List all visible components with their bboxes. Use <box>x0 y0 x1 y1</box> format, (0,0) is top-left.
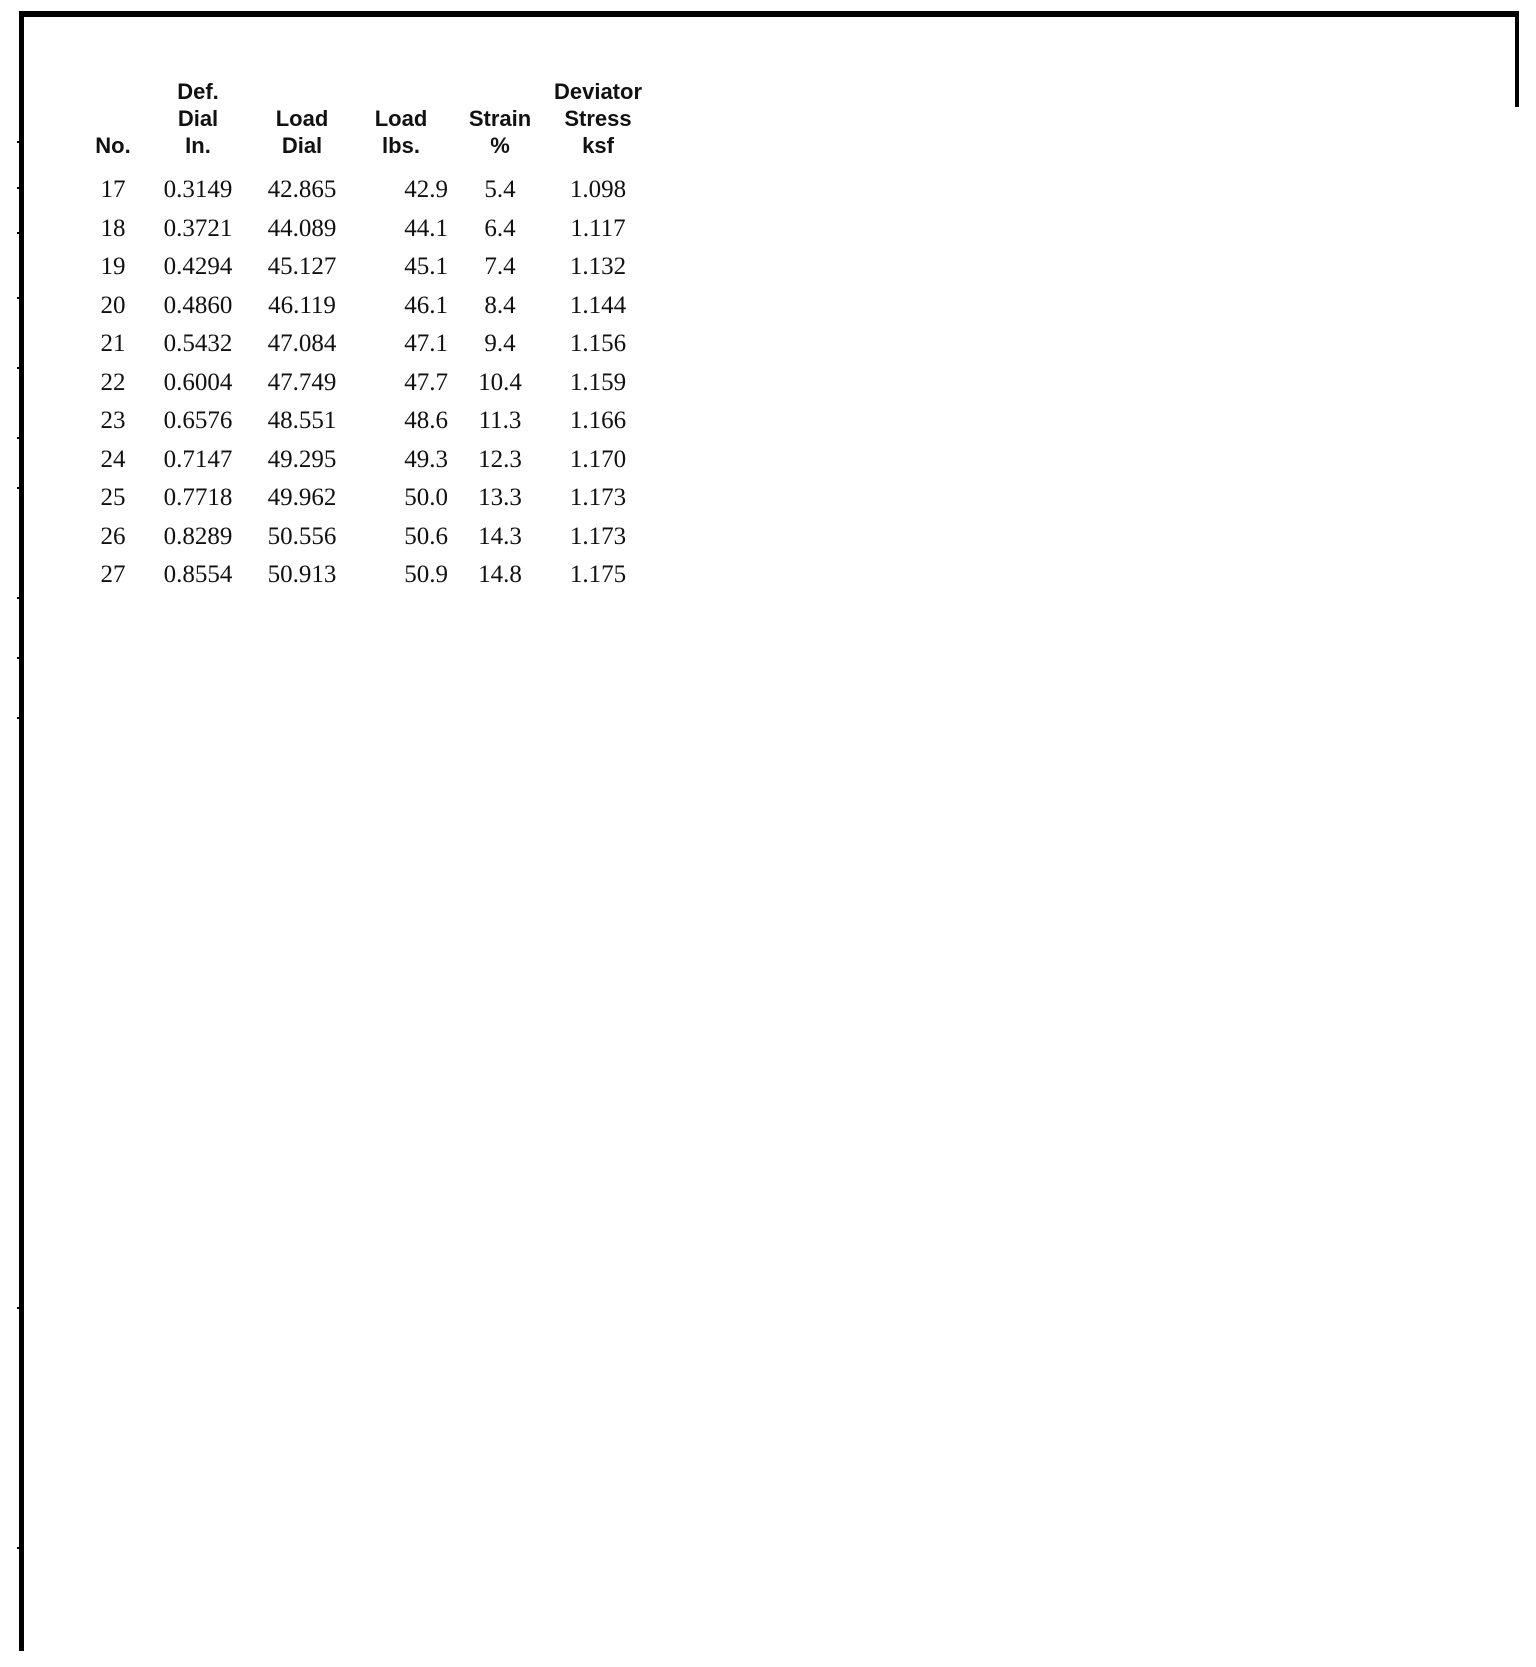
table-row <box>80 556 648 595</box>
margin-tick <box>17 1307 23 1309</box>
cell-load-dial: 50.913 <box>267 561 337 589</box>
margin-tick <box>17 657 23 659</box>
test-data-table <box>80 78 648 595</box>
cell-load-lbs: 48.6 <box>404 407 448 435</box>
cell-deviator-stress: 1.144 <box>569 291 627 319</box>
cell-strain: 6.4 <box>484 214 516 242</box>
margin-tick <box>17 232 23 234</box>
cell-deviator-stress: 1.098 <box>569 176 627 204</box>
cell-no: 20 <box>100 291 126 319</box>
cell-load-dial: 42.865 <box>267 176 337 204</box>
cell-load-dial: 49.295 <box>267 445 337 473</box>
frame-right-gap <box>1513 107 1519 1667</box>
cell-load-dial: 44.089 <box>267 214 337 242</box>
cell-deviator-stress: 1.173 <box>569 522 627 550</box>
cell-strain: 12.3 <box>478 445 522 473</box>
margin-tick <box>17 717 23 719</box>
cell-def-dial: 0.4294 <box>163 253 233 281</box>
margin-tick <box>17 141 23 143</box>
table-row <box>80 518 648 557</box>
cell-strain: 8.4 <box>484 291 516 319</box>
cell-deviator-stress: 1.159 <box>569 368 627 396</box>
margin-tick <box>17 187 23 189</box>
cell-def-dial: 0.6004 <box>163 368 233 396</box>
cell-no: 21 <box>100 330 126 358</box>
cell-load-dial: 50.556 <box>267 522 337 550</box>
margin-tick <box>17 367 23 369</box>
cell-load-dial: 48.551 <box>267 407 337 435</box>
cell-no: 27 <box>100 561 126 589</box>
table-row <box>80 287 648 326</box>
cell-load-lbs: 45.1 <box>404 253 448 281</box>
cell-def-dial: 0.8554 <box>163 561 233 589</box>
margin-tick <box>17 297 23 299</box>
cell-deviator-stress: 1.170 <box>569 445 627 473</box>
cell-load-lbs: 47.7 <box>404 368 448 396</box>
col-header-strain: Strain % <box>468 106 532 158</box>
cell-def-dial: 0.3721 <box>163 214 233 242</box>
col-header-no: No. <box>95 133 131 158</box>
col-header-deviator-stress: Deviator Stress ksf <box>553 79 643 158</box>
cell-load-lbs: 47.1 <box>404 330 448 358</box>
cell-def-dial: 0.3149 <box>163 176 233 204</box>
cell-load-lbs: 50.0 <box>404 484 448 512</box>
cell-load-dial: 49.962 <box>267 484 337 512</box>
cell-no: 26 <box>100 522 126 550</box>
margin-tick <box>17 597 23 599</box>
col-header-load-dial: Load Dial <box>275 106 329 158</box>
table-row <box>80 171 648 210</box>
cell-deviator-stress: 1.175 <box>569 561 627 589</box>
col-header-def-dial: Def. Dial In. <box>177 79 219 158</box>
col-header-load-lbs: Load lbs. <box>374 106 428 158</box>
cell-strain: 14.8 <box>478 561 522 589</box>
table-row <box>80 441 648 480</box>
cell-no: 23 <box>100 407 126 435</box>
cell-strain: 10.4 <box>478 368 522 396</box>
cell-deviator-stress: 1.166 <box>569 407 627 435</box>
cell-def-dial: 0.6576 <box>163 407 233 435</box>
header-row <box>80 78 648 171</box>
cell-no: 17 <box>100 176 126 204</box>
table-row <box>80 248 648 287</box>
cell-load-lbs: 50.6 <box>404 522 448 550</box>
cell-deviator-stress: 1.156 <box>569 330 627 358</box>
cell-load-lbs: 49.3 <box>404 445 448 473</box>
cell-load-dial: 45.127 <box>267 253 337 281</box>
cell-def-dial: 0.4860 <box>163 291 233 319</box>
table-row <box>80 364 648 403</box>
table-row <box>80 210 648 249</box>
table-row <box>80 402 648 441</box>
table-row <box>80 325 648 364</box>
cell-no: 22 <box>100 368 126 396</box>
cell-def-dial: 0.5432 <box>163 330 233 358</box>
cell-no: 18 <box>100 214 126 242</box>
cell-strain: 9.4 <box>484 330 516 358</box>
cell-strain: 7.4 <box>484 253 516 281</box>
cell-load-dial: 47.084 <box>267 330 337 358</box>
cell-strain: 11.3 <box>478 407 522 435</box>
cell-deviator-stress: 1.117 <box>570 214 626 242</box>
margin-tick <box>17 487 23 489</box>
cell-def-dial: 0.7718 <box>163 484 233 512</box>
cell-no: 19 <box>100 253 126 281</box>
cell-deviator-stress: 1.132 <box>569 253 627 281</box>
table-row <box>80 479 648 518</box>
cell-load-dial: 47.749 <box>267 368 337 396</box>
cell-load-lbs: 42.9 <box>404 176 448 204</box>
cell-def-dial: 0.8289 <box>163 522 233 550</box>
cell-load-lbs: 50.9 <box>404 561 448 589</box>
cell-strain: 5.4 <box>484 176 516 204</box>
table-body <box>80 171 648 595</box>
cell-load-lbs: 44.1 <box>404 214 448 242</box>
margin-tick <box>17 1547 23 1549</box>
cell-no: 25 <box>100 484 126 512</box>
cell-no: 24 <box>100 445 126 473</box>
cell-deviator-stress: 1.173 <box>569 484 627 512</box>
cell-def-dial: 0.7147 <box>163 445 233 473</box>
cell-load-lbs: 46.1 <box>404 291 448 319</box>
cell-strain: 14.3 <box>478 522 522 550</box>
cell-load-dial: 46.119 <box>268 291 336 319</box>
cell-strain: 13.3 <box>478 484 522 512</box>
margin-tick <box>17 437 23 439</box>
